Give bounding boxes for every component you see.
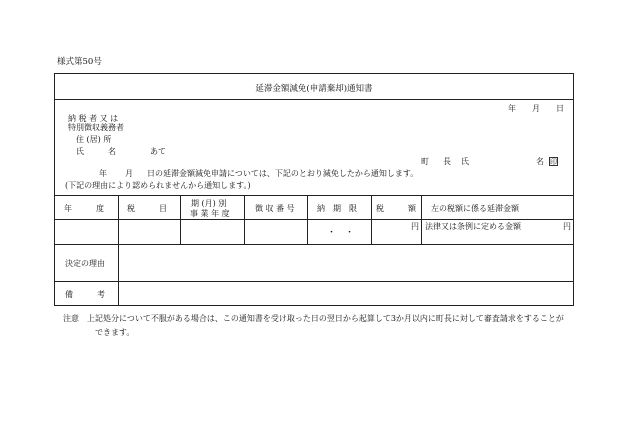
notice-form-frame — [54, 73, 574, 306]
reason-line — [55, 281, 573, 282]
date-day: 日 — [556, 104, 564, 113]
header-collection-no: 徴 収 番 号 — [255, 204, 295, 213]
header-year: 年 度 — [64, 204, 104, 213]
table-top-line — [55, 195, 573, 196]
date-month: 月 — [532, 104, 540, 113]
seal-stamp-box: 印 — [550, 158, 557, 166]
col-divider-1 — [118, 195, 119, 306]
form-title: 延滞金額減免(申請棄却)通知書 — [255, 84, 373, 94]
sender-town: 町 — [421, 157, 429, 166]
col-divider-4 — [307, 195, 308, 244]
sender-name: 名 — [536, 157, 544, 166]
sender-honorific: 氏 — [461, 157, 469, 166]
appeal-note: 注意 上記処分について不服がある場合は、この通知書を受け取った日の翌日から起算して3か月以内に町長に対して審査請求をすることが — [63, 314, 564, 323]
tax-amount-yen: 円 — [411, 222, 419, 231]
appeal-note-continued: できます。 — [95, 328, 135, 337]
remarks-label: 備 考 — [65, 290, 105, 299]
sender-chief: 長 — [443, 157, 451, 166]
name-label-1: 氏 — [76, 147, 84, 156]
date-year: 年 — [508, 104, 516, 113]
taxpayer-label-1: 納 税 者 又 は — [68, 114, 119, 123]
taxpayer-label-2: 特別徴収義務者 — [68, 123, 124, 132]
header-tax-item: 税 目 — [127, 204, 167, 213]
col-divider-3 — [244, 195, 245, 244]
sentence-month: 月 — [125, 169, 133, 178]
header-period-2: 事 業 年 度 — [190, 209, 230, 218]
rejection-note: (下記の理由により認められませんから通知します。) — [65, 181, 251, 190]
due-date-dots: ・ ・ — [327, 228, 355, 238]
table-data-line — [55, 244, 573, 245]
title-divider — [55, 99, 573, 100]
legal-amount-yen: 円 — [563, 222, 571, 231]
header-due-date: 納 期 限 — [317, 204, 357, 213]
col-divider-2 — [180, 195, 181, 244]
table-header-line — [55, 219, 573, 220]
header-tax-amount: 税 額 — [376, 204, 416, 213]
legal-amount-label: 法律又は条例に定める金額 — [425, 222, 521, 231]
col-divider-6 — [421, 195, 422, 244]
col-divider-5 — [371, 195, 372, 244]
address-label: 住 (居) 所 — [76, 135, 112, 144]
addressee-suffix: あて — [150, 147, 166, 156]
name-label-2: 名 — [108, 147, 116, 156]
reason-label: 決定の理由 — [65, 259, 105, 268]
header-late-fee: 左の税額に係る延滞金額 — [431, 204, 519, 213]
header-period-1: 期 (月) 別 — [191, 199, 227, 208]
sentence-body: 日の延滞金額減免申請については、下記のとおり減免したから通知します。 — [147, 169, 419, 178]
form-number: 様式第50号 — [57, 57, 102, 67]
sentence-year: 年 — [99, 169, 107, 178]
